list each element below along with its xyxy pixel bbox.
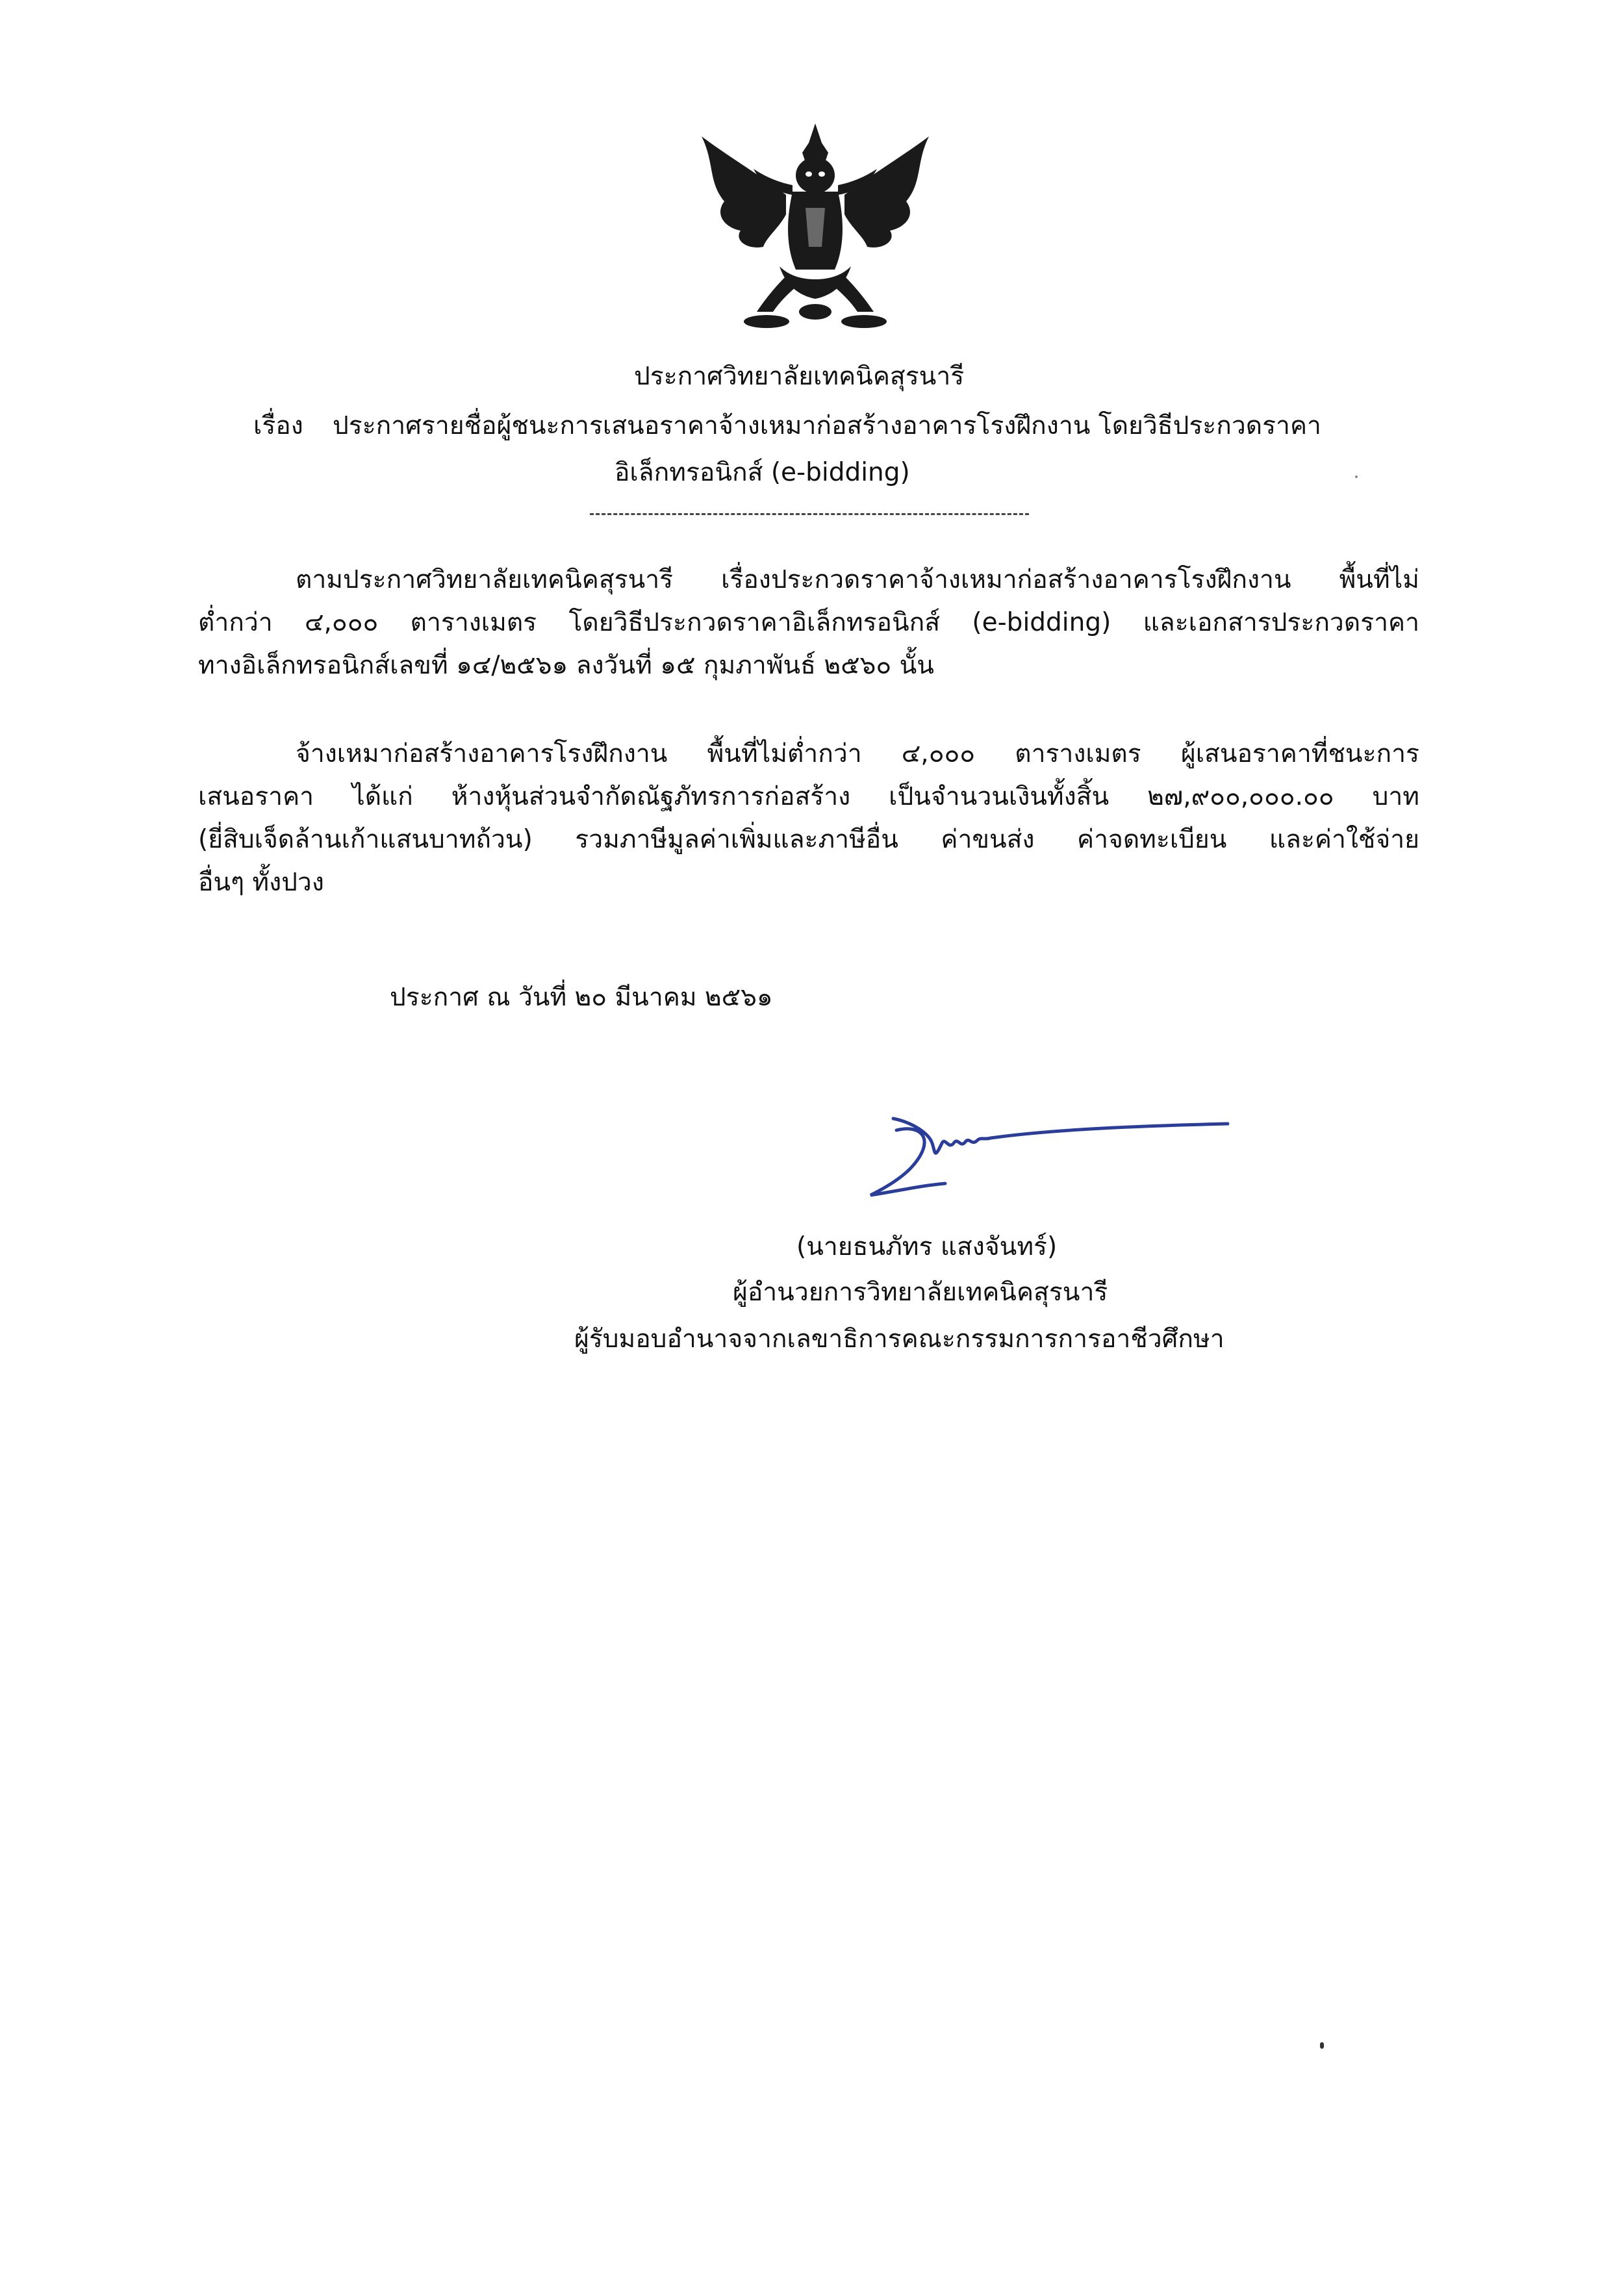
- scan-mark: [1320, 2042, 1324, 2049]
- subject-label: เรื่อง: [253, 411, 303, 440]
- paragraph-2-line-2: เสนอราคา ได้แก่ ห้างหุ้นส่วนจำกัดณัฐภัทรการก่อสร้าง เป็นจำนวนเงินทั้งสิ้น ๒๗,๙๐๐,๐๐๐.๐๐ บาท: [198, 782, 1419, 811]
- announcement-title: ประกาศวิทยาลัยเทคนิคสุรนารี: [634, 362, 965, 391]
- handwritten-signature: [851, 1104, 1241, 1202]
- announcement-date: ประกาศ ณ วันที่ ๒๐ มีนาคม ๒๕๖๑: [390, 983, 773, 1012]
- subject-line-1: ประกาศรายชื่อผู้ชนะการเสนอราคาจ้างเหมาก่อสร้างอาคารโรงฝึกงาน โดยวิธีประกวดราคา: [333, 411, 1321, 440]
- paragraph-2: [198, 733, 1419, 904]
- paragraph-2-line-3: (ยี่สิบเจ็ดล้านเก้าแสนบาทถ้วน) รวมภาษีมูลค่าเพิ่มและภาษีอื่น ค่าขนส่ง ค่าจดทะเบียน และค่าใช้จ่าย: [198, 825, 1419, 854]
- header-separator: [590, 513, 1029, 515]
- subject-line-2: อิเล็กทรอนิกส์ (e-bidding): [615, 458, 910, 487]
- garuda-emblem-icon: [689, 117, 942, 338]
- paragraph-2-line-1: จ้างเหมาก่อสร้างอาคารโรงฝึกงาน พื้นที่ไม่ต่ำกว่า ๔,๐๐๐ ตารางเมตร ผู้เสนอราคาที่ชนะการ: [296, 739, 1419, 768]
- paragraph-1-line-1: ตามประกาศวิทยาลัยเทคนิคสุรนารี เรื่องประกวดราคาจ้างเหมาก่อสร้างอาคารโรงฝึกงาน พื้นที่ไม่: [296, 565, 1419, 594]
- paragraph-1-line-3: ทางอิเล็กทรอนิกส์เลขที่ ๑๔/๒๕๖๑ ลงวันที่ ๑๕ กุมภาพันธ์ ๒๕๖๐ นั้น: [198, 651, 934, 680]
- signatory-name: (นายธนภัทร แสงจันทร์): [796, 1232, 1058, 1261]
- paragraph-1-line-2: ต่ำกว่า ๔,๐๐๐ ตารางเมตร โดยวิธีประกวดราคาอิเล็กทรอนิกส์ (e-bidding) และเอกสารประกวดราคา: [198, 608, 1419, 637]
- scan-speck: [1355, 475, 1358, 478]
- signatory-authority: ผู้รับมอบอำนาจจากเลขาธิการคณะกรรมการการอาชีวศึกษา: [574, 1324, 1224, 1354]
- signatory-position: ผู้อำนวยการวิทยาลัยเทคนิคสุรนารี: [733, 1278, 1108, 1307]
- paragraph-1: [198, 559, 1419, 687]
- paragraph-2-line-4: อื่นๆ ทั้งปวง: [198, 868, 324, 897]
